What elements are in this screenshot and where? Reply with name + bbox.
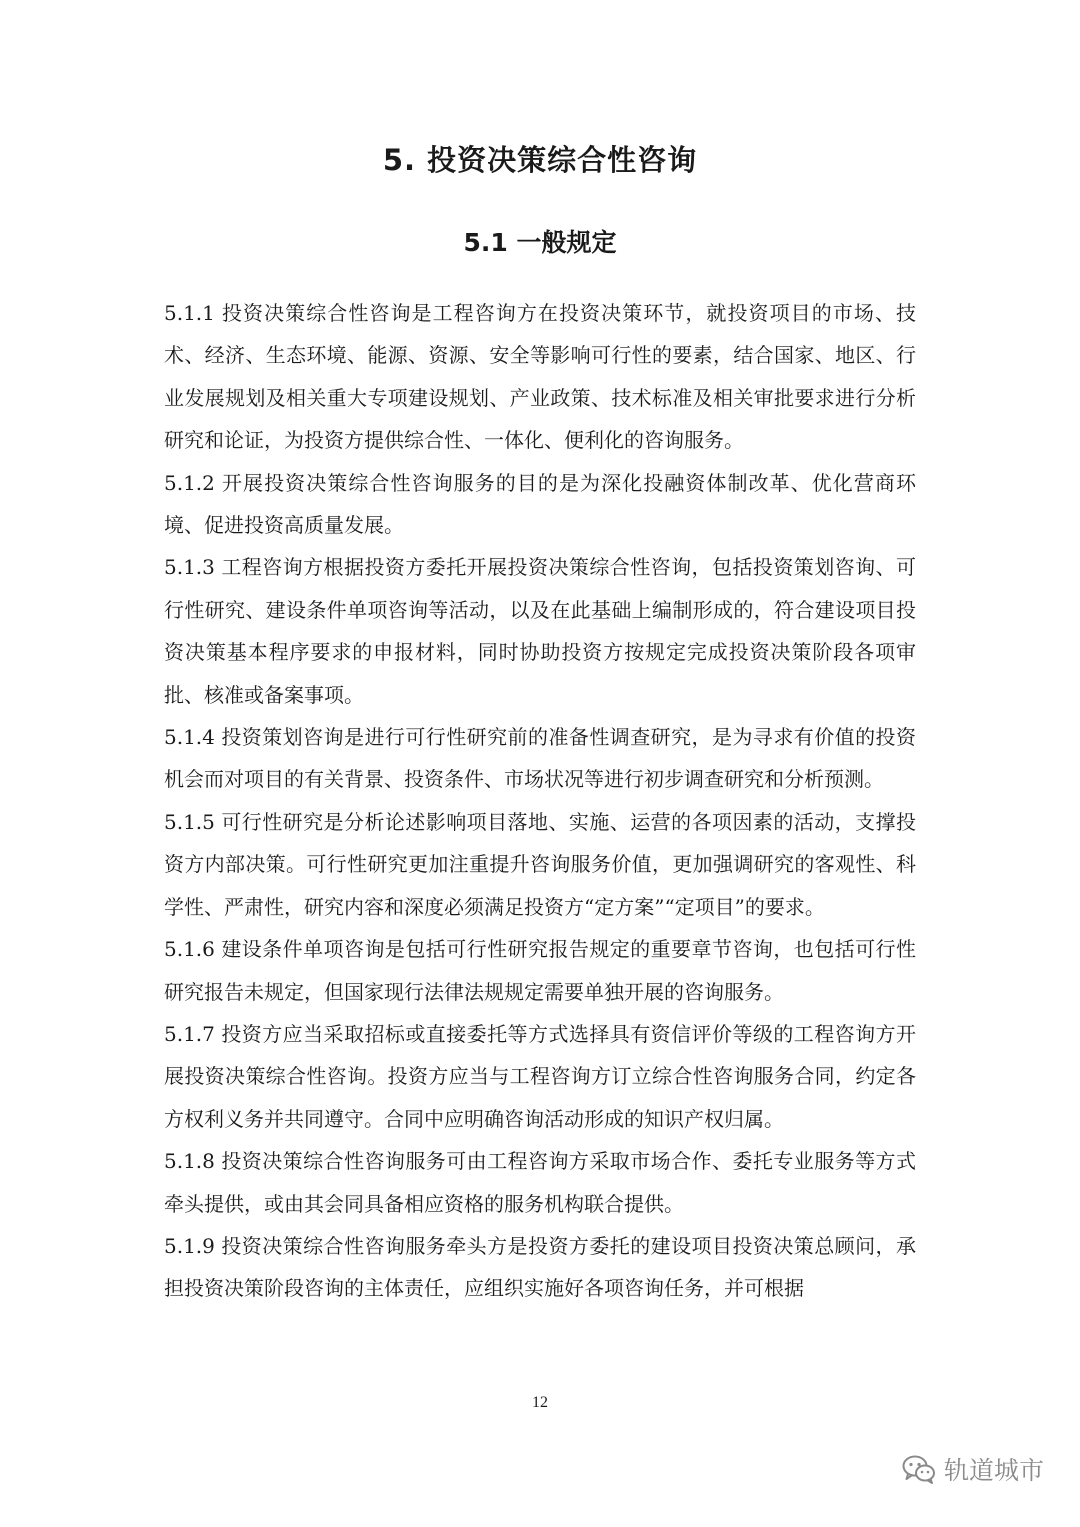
watermark — [902, 1451, 1044, 1487]
clause-number: 5.1.4 — [164, 725, 215, 750]
clause-number: 5.1.9 — [164, 1233, 215, 1258]
clause-text: 投资决策综合性咨询是工程咨询方在投资决策环节，就投资项目的市场、技术、经济、生态环境、能源、资源、安全等影响可行性的要素，结合国家、地区、行业发展规划及相关重大专项建设规划、产业政策、技术标准及相关审批要求进行分析研究和论证，为投资方提供综合性、一体化、便利化的咨询服务。 — [164, 301, 916, 453]
wechat-icon — [902, 1454, 936, 1484]
clause-text: 投资策划咨询是进行可行性研究前的准备性调查研究，是为寻求有价值的投资机会而对项目的有关背景、投资条件、市场状况等进行初步调查研究和分析预测。 — [164, 725, 916, 792]
clause-number: 5.1.6 — [164, 937, 215, 962]
clause — [164, 1140, 916, 1225]
clause — [164, 928, 916, 1013]
clause-text: 投资决策综合性咨询服务可由工程咨询方采取市场合作、委托专业服务等方式牵头提供，或由其会同具备相应资格的服务机构联合提供。 — [164, 1149, 916, 1216]
section-title: 5.1 一般规定 — [463, 228, 617, 257]
page-number: 12 — [532, 1394, 548, 1411]
clause-list — [164, 292, 916, 1310]
clause-number: 5.1.8 — [164, 1149, 215, 1174]
clause — [164, 716, 916, 801]
clause — [164, 292, 916, 462]
clause — [164, 546, 916, 716]
clause-text: 投资决策综合性咨询服务牵头方是投资方委托的建设项目投资决策总顾问，承担投资决策阶段咨询的主体责任，应组织实施好各项咨询任务，并可根据 — [164, 1233, 916, 1301]
clause-text: 工程咨询方根据投资方委托开展投资决策综合性咨询，包括投资策划咨询、可行性研究、建设条件单项咨询等活动，以及在此基础上编制形成的，符合建设项目投资决策基本程序要求的申报材料，同时协助投资方按规定完成投资决策阶段各项审批、核准或备案事项。 — [164, 555, 916, 707]
chapter-title: 5. 投资决策综合性咨询 — [382, 143, 698, 177]
clause — [164, 1225, 916, 1310]
clause-text: 开展投资决策综合性咨询服务的目的是为深化投融资体制改革、优化营商环境、促进投资高质量发展。 — [164, 470, 916, 538]
clause — [164, 1013, 916, 1140]
clause-text: 建设条件单项咨询是包括可行性研究报告规定的重要章节咨询，也包括可行性研究报告未规定，但国家现行法律法规规定需要单独开展的咨询服务。 — [164, 937, 916, 1004]
clause-number: 5.1.1 — [164, 301, 215, 325]
clause — [164, 801, 916, 928]
clause-number: 5.1.7 — [164, 1021, 215, 1046]
clause-number: 5.1.3 — [164, 555, 215, 580]
clause-number: 5.1.5 — [164, 809, 215, 834]
clause-number: 5.1.2 — [164, 470, 215, 495]
clause — [164, 462, 916, 547]
clause-text: 投资方应当采取招标或直接委托等方式选择具有资信评价等级的工程咨询方开展投资决策综合性咨询。投资方应当与工程咨询方订立综合性咨询服务合同，约定各方权利义务并共同遵守。合同中应明确咨询活动形成的知识产权归属。 — [164, 1021, 916, 1131]
clause-text: 可行性研究是分析论述影响项目落地、实施、运营的各项因素的活动，支撑投资方内部决策。可行性研究更加注重提升咨询服务价值，更加强调研究的客观性、科学性、严肃性，研究内容和深度必须满足投资方“定方案”“定项目”的要求。 — [164, 809, 916, 919]
watermark-text: 轨道城市 — [943, 1456, 1044, 1485]
